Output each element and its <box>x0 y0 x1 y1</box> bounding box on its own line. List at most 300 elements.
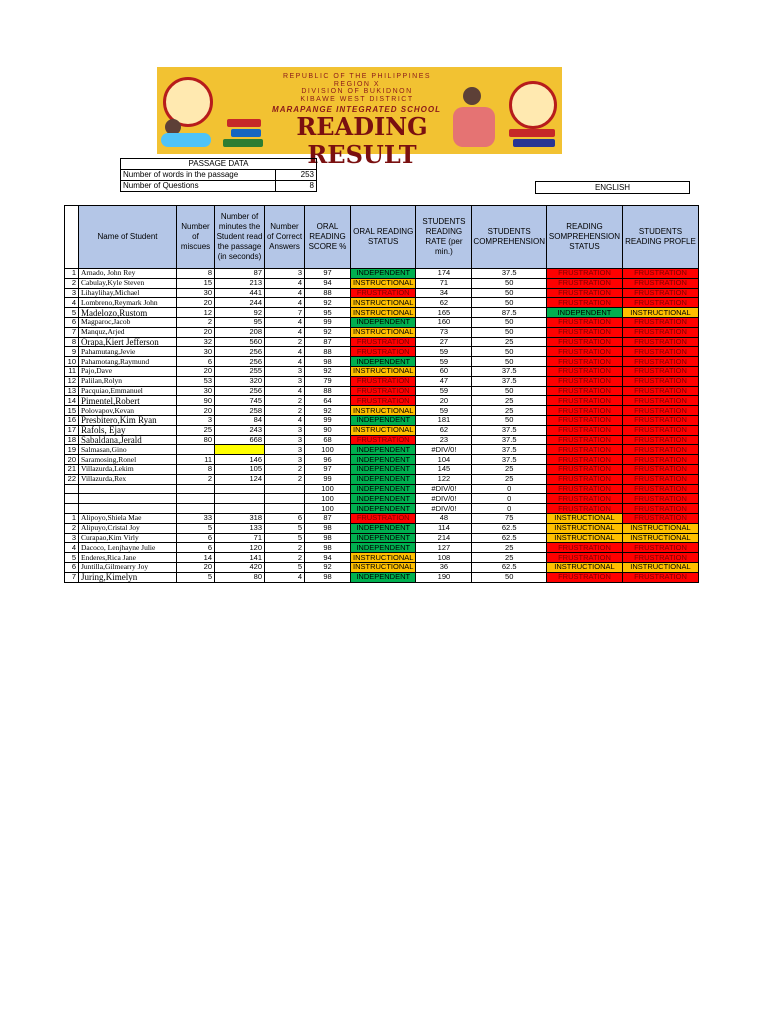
miscues-cell[interactable]: 90 <box>177 396 215 406</box>
compre-cell[interactable]: 37.5 <box>472 445 547 455</box>
oral-score-cell[interactable]: 100 <box>305 484 351 494</box>
oral-score-cell[interactable]: 95 <box>305 308 351 318</box>
rate-cell[interactable]: 27 <box>416 337 472 347</box>
rate-cell[interactable]: 71 <box>416 278 472 288</box>
profile-cell[interactable]: FRUSTRATION <box>622 298 698 308</box>
miscues-cell[interactable]: 33 <box>177 513 215 523</box>
compre-cell[interactable]: 37.5 <box>472 435 547 445</box>
student-name[interactable]: Alipoyo,Shiela Mae <box>79 513 177 523</box>
miscues-cell[interactable]: 30 <box>177 386 215 396</box>
miscues-cell[interactable]: 20 <box>177 562 215 572</box>
compre-cell[interactable]: 62.5 <box>472 533 547 543</box>
compre-status-cell[interactable]: FRUSTRATION <box>546 484 622 494</box>
oral-status-cell[interactable]: INSTRUCTIONAL <box>351 327 416 337</box>
seconds-cell[interactable]: 256 <box>215 386 265 396</box>
profile-cell[interactable]: FRUSTRATION <box>622 327 698 337</box>
compre-status-cell[interactable]: FRUSTRATION <box>546 464 622 474</box>
miscues-cell[interactable]: 6 <box>177 357 215 367</box>
oral-status-cell[interactable]: INDEPENDENT <box>351 455 416 465</box>
student-name[interactable] <box>79 504 177 514</box>
student-name[interactable]: Lihaylihay,Michael <box>79 288 177 298</box>
oral-score-cell[interactable]: 64 <box>305 396 351 406</box>
student-name[interactable]: Cabulay,Kyle Steven <box>79 278 177 288</box>
miscues-cell[interactable]: 14 <box>177 553 215 563</box>
compre-status-cell[interactable]: INDEPENDENT <box>546 308 622 318</box>
student-name[interactable]: Salmasan,Gino <box>79 445 177 455</box>
student-name[interactable]: Arnado, John Rey <box>79 269 177 279</box>
compre-cell[interactable]: 25 <box>472 543 547 553</box>
miscues-cell[interactable]: 20 <box>177 327 215 337</box>
compre-cell[interactable]: 50 <box>472 298 547 308</box>
oral-score-cell[interactable]: 87 <box>305 513 351 523</box>
oral-score-cell[interactable]: 98 <box>305 523 351 533</box>
profile-cell[interactable]: FRUSTRATION <box>622 278 698 288</box>
miscues-cell[interactable]: 8 <box>177 269 215 279</box>
rate-cell[interactable]: 23 <box>416 435 472 445</box>
seconds-cell[interactable]: 258 <box>215 406 265 416</box>
correct-cell[interactable]: 4 <box>265 288 305 298</box>
oral-status-cell[interactable]: FRUSTRATION <box>351 513 416 523</box>
miscues-cell[interactable]: 80 <box>177 435 215 445</box>
row-number[interactable]: 21 <box>65 464 79 474</box>
rate-cell[interactable]: 48 <box>416 513 472 523</box>
compre-cell[interactable]: 0 <box>472 504 547 514</box>
compre-cell[interactable]: 25 <box>472 464 547 474</box>
compre-cell[interactable]: 0 <box>472 484 547 494</box>
student-name[interactable]: Polovapov,Kevan <box>79 406 177 416</box>
miscues-cell[interactable]: 2 <box>177 474 215 484</box>
oral-status-cell[interactable]: INDEPENDENT <box>351 533 416 543</box>
correct-cell[interactable]: 4 <box>265 317 305 327</box>
correct-cell[interactable]: 2 <box>265 396 305 406</box>
profile-cell[interactable]: FRUSTRATION <box>622 386 698 396</box>
student-name[interactable]: Enderes,Rica Jane <box>79 553 177 563</box>
oral-status-cell[interactable]: INDEPENDENT <box>351 317 416 327</box>
oral-score-cell[interactable]: 97 <box>305 464 351 474</box>
student-name[interactable]: Pimentel,Robert <box>79 396 177 406</box>
compre-status-cell[interactable]: FRUSTRATION <box>546 494 622 504</box>
profile-cell[interactable]: FRUSTRATION <box>622 572 698 582</box>
oral-status-cell[interactable]: FRUSTRATION <box>351 435 416 445</box>
student-name[interactable]: Pacquiao,Emmanuel <box>79 386 177 396</box>
miscues-cell[interactable]: 20 <box>177 366 215 376</box>
profile-cell[interactable]: INSTRUCTIONAL <box>622 523 698 533</box>
row-number[interactable]: 17 <box>65 425 79 435</box>
student-name[interactable]: Alipuyo,Cristal Joy <box>79 523 177 533</box>
oral-status-cell[interactable]: INDEPENDENT <box>351 415 416 425</box>
compre-status-cell[interactable]: INSTRUCTIONAL <box>546 523 622 533</box>
rate-cell[interactable]: 122 <box>416 474 472 484</box>
rate-cell[interactable]: 190 <box>416 572 472 582</box>
oral-score-cell[interactable]: 87 <box>305 337 351 347</box>
oral-status-cell[interactable]: INSTRUCTIONAL <box>351 562 416 572</box>
seconds-cell[interactable] <box>215 494 265 504</box>
seconds-cell[interactable]: 420 <box>215 562 265 572</box>
compre-cell[interactable]: 50 <box>472 327 547 337</box>
oral-score-cell[interactable]: 79 <box>305 376 351 386</box>
oral-score-cell[interactable]: 90 <box>305 425 351 435</box>
rate-cell[interactable]: 62 <box>416 298 472 308</box>
row-number[interactable]: 11 <box>65 366 79 376</box>
oral-status-cell[interactable]: INDEPENDENT <box>351 484 416 494</box>
seconds-cell[interactable]: 141 <box>215 553 265 563</box>
student-name[interactable]: Presbitero,Kim Ryan <box>79 415 177 425</box>
row-number[interactable]: 16 <box>65 415 79 425</box>
compre-status-cell[interactable]: INSTRUCTIONAL <box>546 533 622 543</box>
oral-score-cell[interactable]: 92 <box>305 298 351 308</box>
row-number[interactable]: 18 <box>65 435 79 445</box>
rate-cell[interactable]: #DIV/0! <box>416 494 472 504</box>
compre-status-cell[interactable]: FRUSTRATION <box>546 572 622 582</box>
student-name[interactable] <box>79 494 177 504</box>
compre-status-cell[interactable]: FRUSTRATION <box>546 317 622 327</box>
seconds-cell[interactable] <box>215 484 265 494</box>
oral-score-cell[interactable]: 98 <box>305 533 351 543</box>
compre-cell[interactable]: 50 <box>472 288 547 298</box>
oral-score-cell[interactable]: 100 <box>305 504 351 514</box>
compre-status-cell[interactable]: FRUSTRATION <box>546 269 622 279</box>
compre-status-cell[interactable]: FRUSTRATION <box>546 357 622 367</box>
oral-score-cell[interactable]: 99 <box>305 415 351 425</box>
oral-score-cell[interactable]: 98 <box>305 572 351 582</box>
oral-status-cell[interactable]: INSTRUCTIONAL <box>351 298 416 308</box>
row-number[interactable]: 19 <box>65 445 79 455</box>
compre-status-cell[interactable]: FRUSTRATION <box>546 347 622 357</box>
rate-cell[interactable]: 59 <box>416 406 472 416</box>
row-number[interactable] <box>65 504 79 514</box>
compre-status-cell[interactable]: FRUSTRATION <box>546 298 622 308</box>
rate-cell[interactable]: #DIV/0! <box>416 504 472 514</box>
row-number[interactable]: 2 <box>65 523 79 533</box>
seconds-cell[interactable]: 120 <box>215 543 265 553</box>
miscues-cell[interactable] <box>177 445 215 455</box>
correct-cell[interactable]: 4 <box>265 357 305 367</box>
profile-cell[interactable]: FRUSTRATION <box>622 337 698 347</box>
profile-cell[interactable]: FRUSTRATION <box>622 435 698 445</box>
correct-cell[interactable]: 5 <box>265 523 305 533</box>
profile-cell[interactable]: FRUSTRATION <box>622 455 698 465</box>
compre-cell[interactable]: 50 <box>472 415 547 425</box>
row-number[interactable]: 20 <box>65 455 79 465</box>
rate-cell[interactable]: 181 <box>416 415 472 425</box>
student-name[interactable]: Juring,Kimelyn <box>79 572 177 582</box>
rate-cell[interactable]: 165 <box>416 308 472 318</box>
rate-cell[interactable]: 214 <box>416 533 472 543</box>
compre-status-cell[interactable]: FRUSTRATION <box>546 288 622 298</box>
rate-cell[interactable]: 62 <box>416 425 472 435</box>
seconds-cell[interactable]: 745 <box>215 396 265 406</box>
miscues-cell[interactable]: 6 <box>177 543 215 553</box>
compre-cell[interactable]: 25 <box>472 406 547 416</box>
correct-cell[interactable] <box>265 504 305 514</box>
seconds-cell[interactable] <box>215 445 265 455</box>
seconds-cell[interactable]: 256 <box>215 357 265 367</box>
seconds-cell[interactable]: 87 <box>215 269 265 279</box>
profile-cell[interactable]: FRUSTRATION <box>622 317 698 327</box>
profile-cell[interactable]: FRUSTRATION <box>622 513 698 523</box>
oral-score-cell[interactable]: 92 <box>305 406 351 416</box>
oral-status-cell[interactable]: FRUSTRATION <box>351 386 416 396</box>
oral-score-cell[interactable]: 99 <box>305 474 351 484</box>
profile-cell[interactable]: FRUSTRATION <box>622 445 698 455</box>
miscues-cell[interactable]: 15 <box>177 278 215 288</box>
oral-status-cell[interactable]: INDEPENDENT <box>351 474 416 484</box>
compre-status-cell[interactable]: FRUSTRATION <box>546 415 622 425</box>
correct-cell[interactable] <box>265 494 305 504</box>
rate-cell[interactable]: #DIV/0! <box>416 484 472 494</box>
rate-cell[interactable]: 59 <box>416 347 472 357</box>
oral-score-cell[interactable]: 96 <box>305 455 351 465</box>
student-name[interactable]: Curapao,Kim Virly <box>79 533 177 543</box>
compre-cell[interactable]: 50 <box>472 572 547 582</box>
row-number[interactable]: 9 <box>65 347 79 357</box>
miscues-cell[interactable] <box>177 484 215 494</box>
student-name[interactable]: Villazurda,Lekim <box>79 464 177 474</box>
student-name[interactable]: Lombreno,Reymark John <box>79 298 177 308</box>
oral-status-cell[interactable]: FRUSTRATION <box>351 376 416 386</box>
row-number[interactable] <box>65 484 79 494</box>
compre-cell[interactable]: 37.5 <box>472 269 547 279</box>
oral-score-cell[interactable]: 88 <box>305 347 351 357</box>
row-number[interactable]: 4 <box>65 298 79 308</box>
row-number[interactable]: 12 <box>65 376 79 386</box>
compre-status-cell[interactable]: FRUSTRATION <box>546 455 622 465</box>
miscues-cell[interactable]: 53 <box>177 376 215 386</box>
seconds-cell[interactable]: 71 <box>215 533 265 543</box>
compre-status-cell[interactable]: INSTRUCTIONAL <box>546 513 622 523</box>
miscues-cell[interactable]: 32 <box>177 337 215 347</box>
compre-status-cell[interactable]: FRUSTRATION <box>546 337 622 347</box>
profile-cell[interactable]: INSTRUCTIONAL <box>622 533 698 543</box>
rate-cell[interactable]: 174 <box>416 269 472 279</box>
student-name[interactable]: Manquz,Arjed <box>79 327 177 337</box>
oral-status-cell[interactable]: INSTRUCTIONAL <box>351 553 416 563</box>
compre-cell[interactable]: 37.5 <box>472 455 547 465</box>
row-number[interactable]: 8 <box>65 337 79 347</box>
row-number[interactable]: 7 <box>65 572 79 582</box>
miscues-cell[interactable]: 8 <box>177 464 215 474</box>
rate-cell[interactable]: 127 <box>416 543 472 553</box>
row-number[interactable]: 5 <box>65 553 79 563</box>
compre-cell[interactable]: 50 <box>472 357 547 367</box>
oral-score-cell[interactable]: 100 <box>305 445 351 455</box>
seconds-cell[interactable]: 256 <box>215 347 265 357</box>
row-number[interactable]: 22 <box>65 474 79 484</box>
row-number[interactable]: 6 <box>65 562 79 572</box>
compre-cell[interactable]: 25 <box>472 337 547 347</box>
student-name[interactable]: Madelozo,Rustom <box>79 308 177 318</box>
compre-cell[interactable]: 25 <box>472 553 547 563</box>
rate-cell[interactable]: 104 <box>416 455 472 465</box>
compre-status-cell[interactable]: FRUSTRATION <box>546 474 622 484</box>
student-name[interactable]: Rafols, Ejay <box>79 425 177 435</box>
seconds-cell[interactable]: 84 <box>215 415 265 425</box>
compre-status-cell[interactable]: FRUSTRATION <box>546 504 622 514</box>
row-number[interactable]: 6 <box>65 317 79 327</box>
compre-cell[interactable]: 37.5 <box>472 366 547 376</box>
oral-score-cell[interactable]: 92 <box>305 562 351 572</box>
correct-cell[interactable]: 3 <box>265 269 305 279</box>
compre-cell[interactable]: 62.5 <box>472 562 547 572</box>
correct-cell[interactable]: 2 <box>265 553 305 563</box>
row-number[interactable]: 13 <box>65 386 79 396</box>
compre-cell[interactable]: 0 <box>472 494 547 504</box>
correct-cell[interactable]: 5 <box>265 533 305 543</box>
correct-cell[interactable]: 2 <box>265 543 305 553</box>
compre-status-cell[interactable]: FRUSTRATION <box>546 445 622 455</box>
profile-cell[interactable]: FRUSTRATION <box>622 396 698 406</box>
miscues-cell[interactable]: 5 <box>177 523 215 533</box>
miscues-cell[interactable] <box>177 504 215 514</box>
compre-status-cell[interactable]: FRUSTRATION <box>546 543 622 553</box>
profile-cell[interactable]: FRUSTRATION <box>622 406 698 416</box>
oral-status-cell[interactable]: INSTRUCTIONAL <box>351 278 416 288</box>
correct-cell[interactable]: 7 <box>265 308 305 318</box>
oral-status-cell[interactable]: INDEPENDENT <box>351 494 416 504</box>
correct-cell[interactable]: 4 <box>265 572 305 582</box>
compre-cell[interactable]: 50 <box>472 278 547 288</box>
seconds-cell[interactable]: 320 <box>215 376 265 386</box>
oral-status-cell[interactable]: FRUSTRATION <box>351 396 416 406</box>
correct-cell[interactable]: 2 <box>265 406 305 416</box>
compre-status-cell[interactable]: FRUSTRATION <box>546 553 622 563</box>
seconds-cell[interactable]: 213 <box>215 278 265 288</box>
seconds-cell[interactable]: 244 <box>215 298 265 308</box>
profile-cell[interactable]: FRUSTRATION <box>622 425 698 435</box>
oral-status-cell[interactable]: INSTRUCTIONAL <box>351 366 416 376</box>
profile-cell[interactable]: FRUSTRATION <box>622 474 698 484</box>
profile-cell[interactable]: FRUSTRATION <box>622 366 698 376</box>
seconds-cell[interactable]: 668 <box>215 435 265 445</box>
compre-status-cell[interactable]: FRUSTRATION <box>546 278 622 288</box>
seconds-cell[interactable]: 208 <box>215 327 265 337</box>
compre-cell[interactable]: 25 <box>472 474 547 484</box>
correct-cell[interactable]: 5 <box>265 562 305 572</box>
row-number[interactable] <box>65 494 79 504</box>
student-name[interactable]: Pajo,Dave <box>79 366 177 376</box>
student-name[interactable]: Saramosing,Ronel <box>79 455 177 465</box>
oral-status-cell[interactable]: INSTRUCTIONAL <box>351 308 416 318</box>
profile-cell[interactable]: FRUSTRATION <box>622 504 698 514</box>
correct-cell[interactable]: 4 <box>265 298 305 308</box>
oral-score-cell[interactable]: 88 <box>305 288 351 298</box>
oral-score-cell[interactable]: 88 <box>305 386 351 396</box>
row-number[interactable]: 7 <box>65 327 79 337</box>
seconds-cell[interactable]: 95 <box>215 317 265 327</box>
row-number[interactable]: 14 <box>65 396 79 406</box>
correct-cell[interactable]: 3 <box>265 366 305 376</box>
rate-cell[interactable]: 59 <box>416 386 472 396</box>
oral-status-cell[interactable]: INDEPENDENT <box>351 445 416 455</box>
oral-status-cell[interactable]: FRUSTRATION <box>351 337 416 347</box>
oral-score-cell[interactable]: 92 <box>305 327 351 337</box>
oral-status-cell[interactable]: INDEPENDENT <box>351 572 416 582</box>
student-name[interactable]: Pahamotang,Raymund <box>79 357 177 367</box>
seconds-cell[interactable]: 441 <box>215 288 265 298</box>
student-name[interactable]: Palilan,Rolyn <box>79 376 177 386</box>
miscues-cell[interactable] <box>177 494 215 504</box>
questions-value[interactable]: 8 <box>276 181 317 192</box>
student-name[interactable]: Magparoc,Jacob <box>79 317 177 327</box>
compre-status-cell[interactable]: INSTRUCTIONAL <box>546 562 622 572</box>
correct-cell[interactable]: 2 <box>265 337 305 347</box>
seconds-cell[interactable]: 133 <box>215 523 265 533</box>
oral-status-cell[interactable]: INDEPENDENT <box>351 523 416 533</box>
rate-cell[interactable]: 47 <box>416 376 472 386</box>
compre-cell[interactable]: 75 <box>472 513 547 523</box>
compre-status-cell[interactable]: FRUSTRATION <box>546 435 622 445</box>
rate-cell[interactable]: 114 <box>416 523 472 533</box>
compre-status-cell[interactable]: FRUSTRATION <box>546 376 622 386</box>
compre-cell[interactable]: 37.5 <box>472 376 547 386</box>
correct-cell[interactable]: 3 <box>265 425 305 435</box>
profile-cell[interactable]: FRUSTRATION <box>622 376 698 386</box>
profile-cell[interactable]: FRUSTRATION <box>622 357 698 367</box>
rate-cell[interactable]: 20 <box>416 396 472 406</box>
seconds-cell[interactable]: 318 <box>215 513 265 523</box>
seconds-cell[interactable]: 243 <box>215 425 265 435</box>
student-name[interactable]: Dacoco, Lenjhayne Julie <box>79 543 177 553</box>
profile-cell[interactable]: FRUSTRATION <box>622 288 698 298</box>
profile-cell[interactable]: FRUSTRATION <box>622 494 698 504</box>
profile-cell[interactable]: FRUSTRATION <box>622 543 698 553</box>
profile-cell[interactable]: INSTRUCTIONAL <box>622 308 698 318</box>
oral-score-cell[interactable]: 100 <box>305 494 351 504</box>
miscues-cell[interactable]: 20 <box>177 406 215 416</box>
seconds-cell[interactable]: 124 <box>215 474 265 484</box>
row-number[interactable]: 1 <box>65 269 79 279</box>
miscues-cell[interactable]: 5 <box>177 572 215 582</box>
profile-cell[interactable]: FRUSTRATION <box>622 269 698 279</box>
correct-cell[interactable]: 3 <box>265 445 305 455</box>
compre-status-cell[interactable]: FRUSTRATION <box>546 425 622 435</box>
seconds-cell[interactable]: 146 <box>215 455 265 465</box>
miscues-cell[interactable]: 2 <box>177 317 215 327</box>
student-name[interactable]: Orapa,Kiert Jefferson <box>79 337 177 347</box>
profile-cell[interactable]: FRUSTRATION <box>622 415 698 425</box>
oral-status-cell[interactable]: INDEPENDENT <box>351 357 416 367</box>
correct-cell[interactable]: 2 <box>265 474 305 484</box>
oral-score-cell[interactable]: 68 <box>305 435 351 445</box>
correct-cell[interactable]: 4 <box>265 278 305 288</box>
compre-cell[interactable]: 25 <box>472 396 547 406</box>
miscues-cell[interactable]: 3 <box>177 415 215 425</box>
rate-cell[interactable]: 145 <box>416 464 472 474</box>
correct-cell[interactable]: 3 <box>265 435 305 445</box>
oral-score-cell[interactable]: 92 <box>305 366 351 376</box>
rate-cell[interactable]: 59 <box>416 357 472 367</box>
oral-score-cell[interactable]: 97 <box>305 269 351 279</box>
student-name[interactable] <box>79 484 177 494</box>
rate-cell[interactable]: 160 <box>416 317 472 327</box>
miscues-cell[interactable]: 6 <box>177 533 215 543</box>
row-number[interactable]: 2 <box>65 278 79 288</box>
oral-status-cell[interactable]: INDEPENDENT <box>351 504 416 514</box>
oral-status-cell[interactable]: INDEPENDENT <box>351 464 416 474</box>
rate-cell[interactable]: 34 <box>416 288 472 298</box>
correct-cell[interactable]: 3 <box>265 455 305 465</box>
oral-score-cell[interactable]: 98 <box>305 357 351 367</box>
correct-cell[interactable]: 6 <box>265 513 305 523</box>
student-name[interactable]: Juntilla,Gilmearry Joy <box>79 562 177 572</box>
miscues-cell[interactable]: 30 <box>177 347 215 357</box>
correct-cell[interactable]: 2 <box>265 464 305 474</box>
rate-cell[interactable]: #DIV/0! <box>416 445 472 455</box>
oral-score-cell[interactable]: 94 <box>305 278 351 288</box>
correct-cell[interactable]: 3 <box>265 376 305 386</box>
profile-cell[interactable]: FRUSTRATION <box>622 347 698 357</box>
compre-status-cell[interactable]: FRUSTRATION <box>546 327 622 337</box>
